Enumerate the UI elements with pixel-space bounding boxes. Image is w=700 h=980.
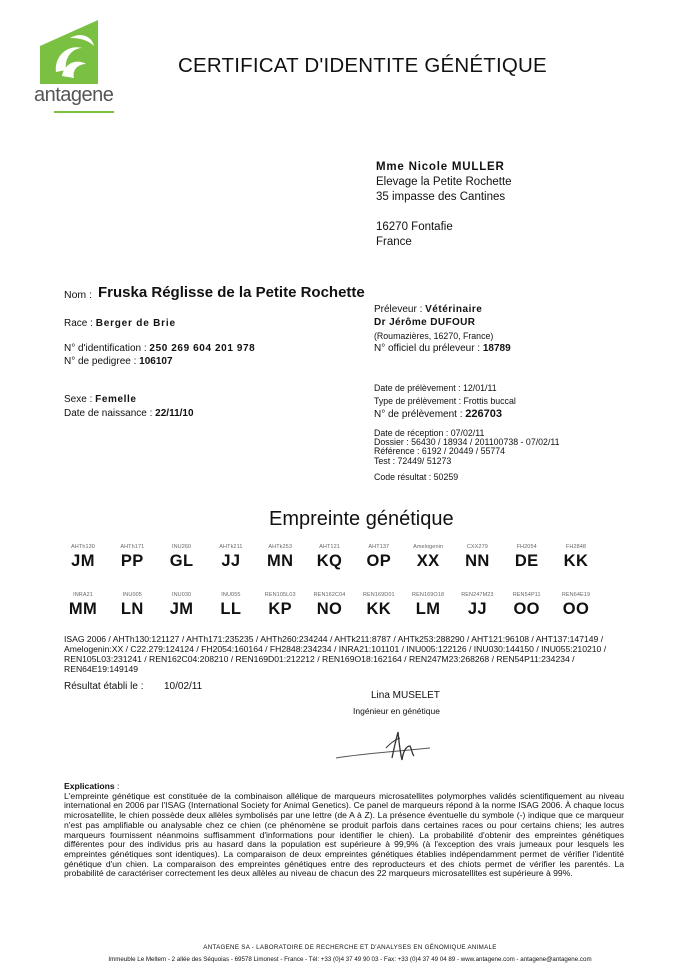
sample-num: 226703 xyxy=(465,408,502,420)
marker-value: NO xyxy=(316,600,343,618)
result-label: Résultat établi le : xyxy=(64,681,144,692)
marker-value: KK xyxy=(366,600,392,618)
race-value: Berger de Brie xyxy=(95,318,176,329)
marker-value: JJ xyxy=(221,552,241,570)
signatory-name: Lina MUSELET xyxy=(371,690,440,701)
marker-label: Amelogenin xyxy=(413,544,444,550)
marker-label: AHTk253 xyxy=(268,544,292,550)
sampler-row: Préleveur : Vétérinaire xyxy=(374,304,483,315)
marker-label: CXX279 xyxy=(466,544,488,550)
logo-underline xyxy=(54,111,114,113)
marker-label: REN247M23 xyxy=(461,592,494,598)
marker-value: DE xyxy=(514,552,539,570)
marker-cell xyxy=(454,544,500,571)
marker-value: KP xyxy=(268,600,293,618)
owner-line1: Elevage la Petite Rochette xyxy=(376,176,512,188)
sex-row: Sexe : Femelle xyxy=(64,394,137,405)
marker-value: KK xyxy=(563,552,589,570)
signatory-title: Ingénieur en génétique xyxy=(353,706,440,716)
marker-label: INU005 xyxy=(122,592,142,598)
birth-value: 22/11/10 xyxy=(155,408,194,419)
owner-name: Mme Nicole MULLER xyxy=(376,161,505,173)
marker-cell xyxy=(109,544,155,571)
id-row: N° d'identification : 250 269 604 201 978 xyxy=(64,343,256,354)
result-date: 10/02/11 xyxy=(164,681,203,692)
explications: Explications : L'empreinte génétique est constituée de la combinaison allélique de marqueurs microsatellites polymorphes validés scientifiquement au niveau international en 2006 par l'ISAG (International Society for Animal Genetics). Ce panel de marqueurs répond à la norme ISAG 2006. À chaque locus microsatellite, le chien possède deux allèles symbolisés par une lettre (de A à Z). La présence éventuelle du symbole (-) indique que ce marqueur n'est pas amplifiable ou analysable chez ce chien (ce phénomène se produit parfois dans certaines races ou pour certains chiens; les autres marqueurs fournissent néanmoins suffisamment d'informations pour identifier le chien). La probabilité d'obtenir des empreintes génétiques différentes pour des individus pris au hasard dans la population est supérieure à 99,9% (à l'exception des vrais jumeaux pour lesquels les empreintes génétiques sont identiques). La comparaison de deux empreintes génétiques établies indépendamment permet de vérifier l'identité génétique d'un chien. La comparaison des empreintes génétiques entre des reproducteurs et des chiots permet de vérifier les parentés. La probabilité de caractériser correctement les deux allèles au niveau de chacun des 22 marqueurs microsatellites est supérieure à 99%. xyxy=(64,781,624,879)
marker-cell xyxy=(257,592,303,619)
marker-cell xyxy=(60,544,106,571)
footer-line1: ANTAGENE SA - LABORATOIRE DE RECHERCHE ET D'ANALYSES EN GÉNOMIQUE ANIMALE xyxy=(203,944,497,951)
name-label: Nom : xyxy=(64,289,93,301)
marker-label: INU260 xyxy=(171,544,192,550)
marker-label: REN169D01 xyxy=(362,592,395,598)
section-title: Empreinte génétique xyxy=(269,508,454,530)
race-row: Race : Berger de Brie xyxy=(64,318,176,329)
pedigree-row: N° de pedigree : 106107 xyxy=(64,356,173,367)
isag-allele-text: ISAG 2006 / AHTh130:121127 / AHTh171:235235 / AHTh260:234244 / AHTk211:8787 / AHTk253:288290 / AHT121:96108 / AHT137:147149 / Amelogenin:XX / C22.279:124124 / FH2054:160164 / FH2848:234234 / INRA21:101101 / INU005:122126 / INU030:144150 / INU055:210210 / REN105L03:231241 / REN162C04:208210 / REN169D01:212212 / REN169O18:162164 / REN247M23:268268 / REN54P11:234234 / REN64E19:149149 xyxy=(64,634,607,674)
marker-value: OO xyxy=(513,600,540,618)
marker-value: OO xyxy=(562,600,590,618)
marker-cell xyxy=(504,592,550,619)
marker-cell xyxy=(208,592,254,619)
marker-label: FH2054 xyxy=(516,544,537,550)
marker-cell xyxy=(159,544,205,571)
marker-cell xyxy=(553,544,599,571)
sampler-place: (Roumazières, 16270, France) xyxy=(374,331,494,341)
marker-value: OP xyxy=(366,552,392,570)
signature-icon xyxy=(330,718,450,768)
logo-text: antagene xyxy=(34,84,114,106)
owner-line2: 35 impasse des Cantines xyxy=(376,191,506,203)
sample-reception: Date de réception : 07/02/11 xyxy=(374,428,485,438)
marker-label: INU030 xyxy=(171,592,192,598)
owner-address xyxy=(376,160,512,250)
birth-row: Date de naissance : 22/11/10 xyxy=(64,408,194,419)
marker-value: PP xyxy=(120,552,144,570)
marker-value: JM xyxy=(169,600,194,618)
marker-value: LL xyxy=(220,600,242,618)
marker-cell xyxy=(109,592,155,619)
sex-value: Femelle xyxy=(95,394,137,405)
owner-line3: 16270 Fontafie xyxy=(376,221,453,233)
marker-value: KQ xyxy=(316,552,343,570)
marker-cell xyxy=(356,544,402,571)
pedigree-value: 106107 xyxy=(139,356,173,367)
marker-value: XX xyxy=(416,552,440,570)
marker-label: AHT121 xyxy=(319,544,340,550)
marker-cell xyxy=(257,544,303,571)
sample-details xyxy=(374,429,560,466)
marker-label: AHTh171 xyxy=(120,544,145,550)
marker-label: REN54P11 xyxy=(512,592,541,598)
sample-date: Date de prélèvement : 12/01/11 xyxy=(374,383,497,393)
marker-cell xyxy=(307,544,353,571)
marker-label: REN162C04 xyxy=(313,592,346,598)
sample-code: Code résultat : 50259 xyxy=(374,472,459,482)
sample-type: Type de prélèvement : Frottis buccal xyxy=(374,396,516,406)
owner-line4: France xyxy=(376,236,412,248)
explications-heading: Explications xyxy=(64,781,115,791)
marker-value: NN xyxy=(465,552,490,570)
footer-line2: Immeuble Le Meltem - 2 allée des Séquoias - 69578 Limonest - France - Tél: +33 (0)4 37 49 90 03 - Fax: +33 (0)4 37 49 04 89 - www.antagene.com - antagene@antagene.com xyxy=(108,956,592,963)
marker-label: REN105L03 xyxy=(264,592,296,598)
marker-cell xyxy=(60,592,106,619)
sampler-name: Dr Jérôme DUFOUR xyxy=(374,317,476,328)
marker-cell xyxy=(504,544,550,571)
marker-cell xyxy=(405,592,451,619)
marker-cell xyxy=(356,592,402,619)
marker-label: AHT137 xyxy=(368,544,390,550)
marker-label: FH2848 xyxy=(565,544,587,550)
id-value: 250 269 604 201 978 xyxy=(149,343,256,354)
marker-value: LN xyxy=(120,600,144,618)
marker-label: REN64E19 xyxy=(561,592,591,598)
marker-cell xyxy=(405,544,451,571)
marker-label: INRA21 xyxy=(73,592,93,598)
marker-cell xyxy=(553,592,599,619)
sample-test: Test : 72449/ 51273 xyxy=(374,455,452,466)
marker-value: JM xyxy=(71,552,95,570)
sample-num-row: N° de prélèvement : 226703 xyxy=(374,408,502,420)
sampler-official-row: N° officiel du préleveur : 18789 xyxy=(374,343,511,354)
marker-value: MM xyxy=(68,600,98,618)
animal-name: Fruska Réglisse de la Petite Rochette xyxy=(98,284,365,301)
marker-cell xyxy=(208,544,254,571)
explications-text: L'empreinte génétique est constituée de la combinaison allélique de marqueurs microsatellites polymorphes validés scientifiquement au niveau international en 2006 par l'ISAG (International Society for Animal Genetics). Ce panel de marqueurs répond à la norme ISAG 2006. À chaque locus microsatellite, le chien possède deux allèles symbolisés par une lettre (de A à Z). La présence éventuelle du symbole (-) indique que ce marqueur n'est pas amplifiable ou analysable chez ce chien (ce phénomène se produit parfois dans certaines races ou pour certains chiens; les autres marqueurs fournissent néanmoins suffisamment d'informations pour identifier le chien). La probabilité d'obtenir des empreintes génétiques différentes pour des individus pris au hasard dans la population est supérieure à 99,9% (à l'exception des vrais jumeaux pour lesquels les empreintes génétiques sont identiques). La comparaison de deux empreintes génétiques établies indépendamment permet de vérifier l'identité génétique d'un chien. La comparaison des empreintes génétiques entre des reproducteurs et des chiots permet de vérifier les parentés. La probabilité de caractériser correctement les deux allèles au niveau de chacun des 22 marqueurs microsatellites est supérieure à 99%. xyxy=(64,790,624,879)
marker-value: GL xyxy=(169,552,194,570)
sample-reference: Référence : 6192 / 20449 / 55774 xyxy=(374,446,506,457)
sample-dossier: Dossier : 56430 / 18934 / 201100738 - 07/02/11 xyxy=(374,437,560,448)
marker-label: AHTk211 xyxy=(219,544,243,550)
marker-value: JJ xyxy=(467,600,487,618)
marker-value: LM xyxy=(415,600,441,618)
marker-value: MN xyxy=(266,552,294,570)
marker-label: INU055 xyxy=(221,592,241,598)
marker-cell xyxy=(307,592,353,619)
marker-cell xyxy=(454,592,500,619)
marker-cell xyxy=(159,592,205,619)
sampler-official: 18789 xyxy=(482,343,511,354)
marker-label: REN169O18 xyxy=(412,592,445,598)
marker-label: AHTh130 xyxy=(71,544,95,550)
sampler-role: Vétérinaire xyxy=(425,304,483,315)
page-title: CERTIFICAT D'IDENTITE GÉNÉTIQUE xyxy=(178,54,547,77)
